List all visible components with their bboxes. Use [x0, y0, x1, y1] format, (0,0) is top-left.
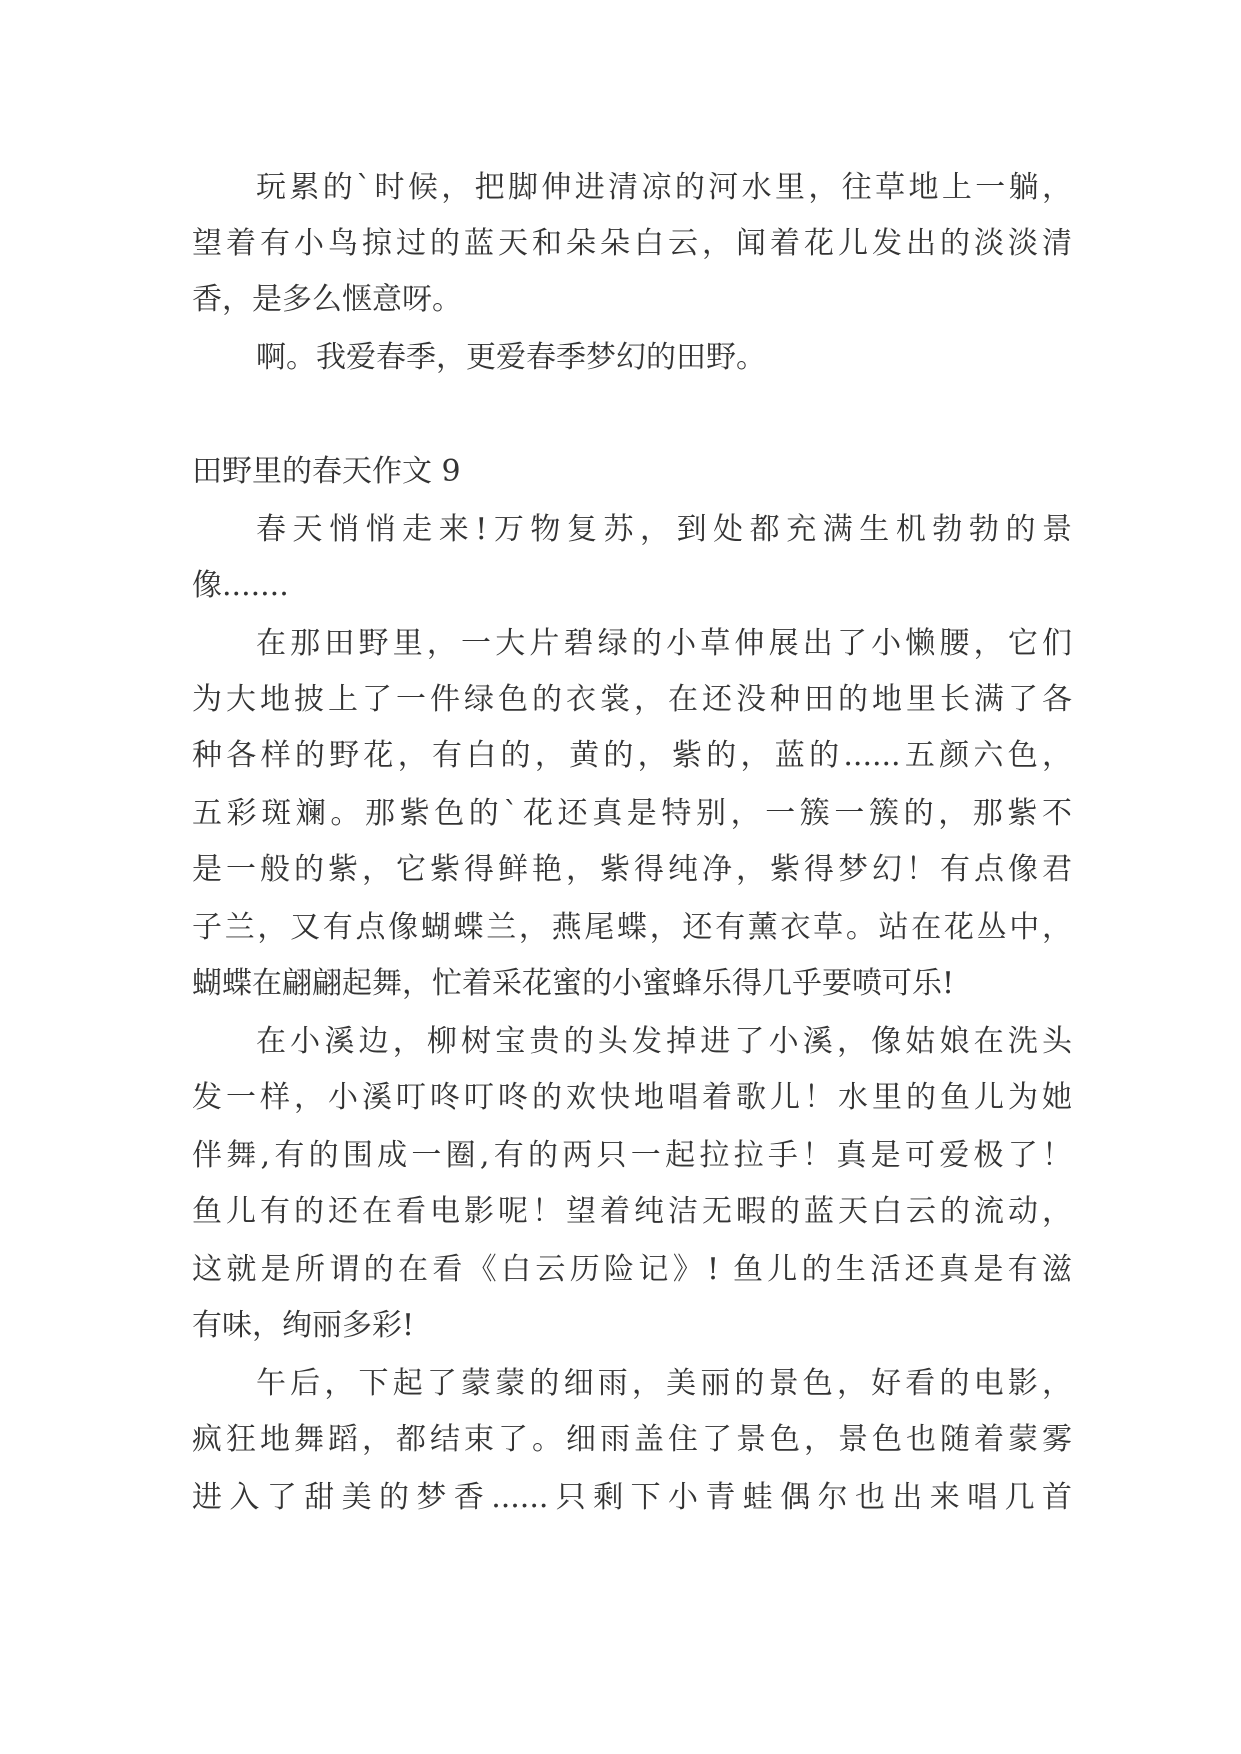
p3-line-2: 发一样，小溪叮咚叮咚的欢快地唱着歌儿！水里的鱼儿为她 [192, 1080, 1072, 1115]
p3-line-1: 在小溪边，柳树宝贵的头发掉进了小溪，像姑娘在洗头 [256, 1024, 1072, 1059]
p1-line-1: 春天悄悄走来!万物复苏，到处都充满生机勃勃的景 [256, 512, 1072, 547]
p3-line-4: 鱼儿有的还在看电影呢！望着纯洁无暇的蓝天白云的流动， [192, 1194, 1072, 1229]
intro-line-3: 香，是多么惬意呀。 [192, 282, 462, 317]
p4-line-1: 午后，下起了蒙蒙的细雨，美丽的景色，好看的电影， [256, 1366, 1072, 1401]
p1-line-2: 像....... [192, 568, 289, 603]
p2-line-3: 种各样的野花，有白的，黄的，紫的，蓝的......五颜六色， [192, 738, 1072, 773]
p2-line-1: 在那田野里，一大片碧绿的小草伸展出了小懒腰，它们 [256, 626, 1072, 661]
exclaim-line: 啊。我爱春季，更爱春季梦幻的田野。 [256, 340, 766, 375]
p2-line-6: 子兰，又有点像蝴蝶兰，燕尾蝶，还有薰衣草。站在花丛中， [192, 910, 1072, 945]
p2-line-7: 蝴蝶在翩翩起舞，忙着采花蜜的小蜜蜂乐得几乎要喷可乐! [192, 966, 955, 1001]
p2-line-4: 五彩斑斓。那紫色的`花还真是特别，一簇一簇的，那紫不 [192, 796, 1072, 831]
p3-line-3: 伴舞,有的围成一圈,有的两只一起拉拉手！真是可爱极了！ [192, 1138, 1072, 1173]
p3-line-6: 有味，绚丽多彩! [192, 1308, 415, 1343]
intro-line-1: 玩累的`时候，把脚伸进清凉的河水里，往草地上一躺， [256, 170, 1072, 205]
section-title: 田野里的春天作文 9 [192, 454, 461, 489]
p4-line-2: 疯狂地舞蹈，都结束了。细雨盖住了景色，景色也随着蒙雾 [192, 1422, 1072, 1457]
p2-line-2: 为大地披上了一件绿色的衣裳，在还没种田的地里长满了各 [192, 682, 1072, 717]
p3-line-5: 这就是所谓的在看《白云历险记》! 鱼儿的生活还真是有滋 [192, 1252, 1072, 1287]
intro-line-2: 望着有小鸟掠过的蓝天和朵朵白云，闻着花儿发出的淡淡清 [192, 226, 1072, 261]
p2-line-5: 是一般的紫，它紫得鲜艳，紫得纯净，紫得梦幻！有点像君 [192, 852, 1072, 887]
p4-line-3: 进入了甜美的梦香......只剩下小青蛙偶尔也出来唱几首 [192, 1480, 1072, 1515]
